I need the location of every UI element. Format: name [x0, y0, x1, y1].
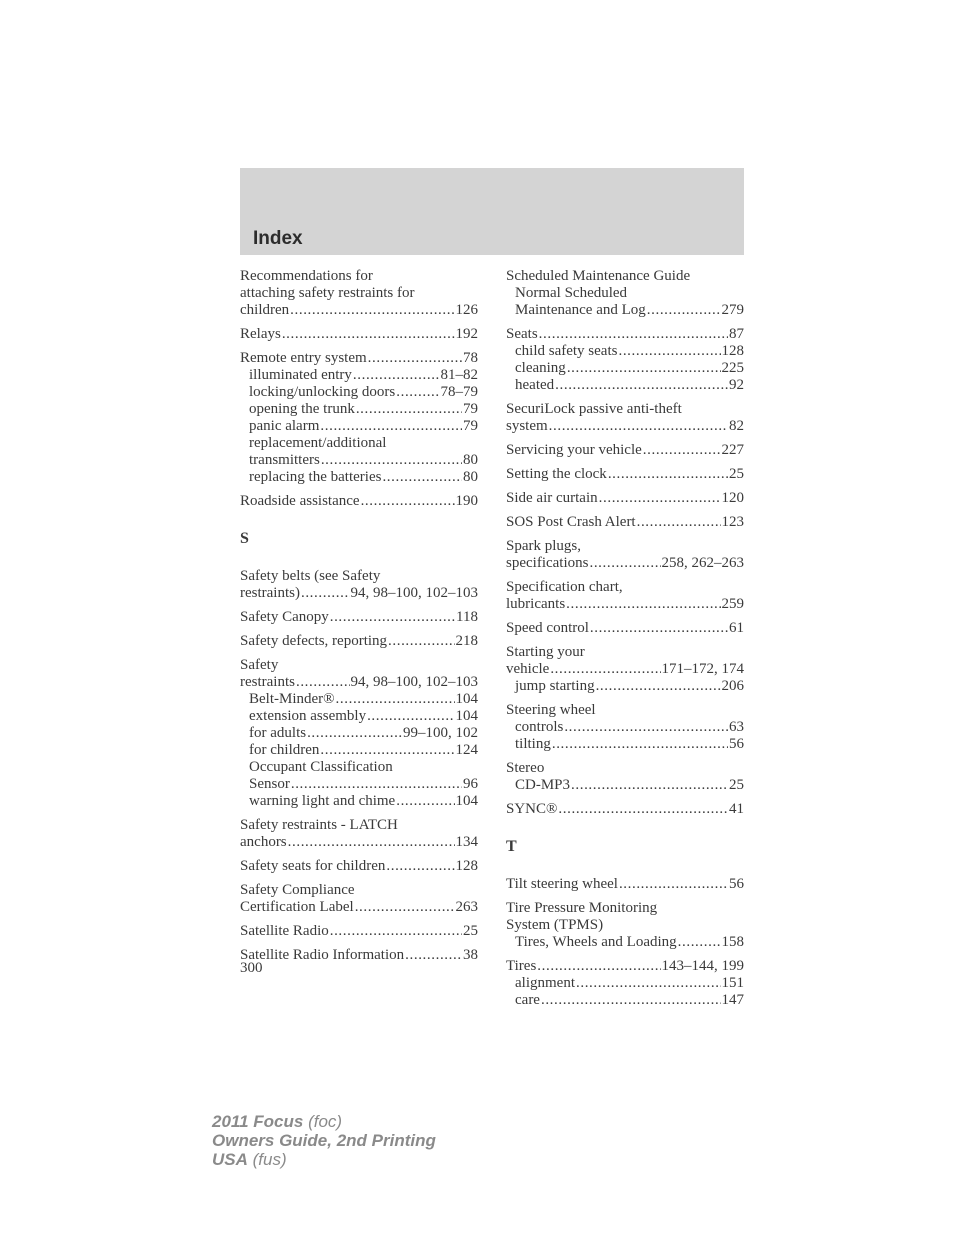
page-title: Index	[253, 228, 303, 249]
dot-leader	[637, 514, 721, 531]
entry-term: Safety	[240, 657, 279, 673]
index-entry-line	[506, 466, 744, 483]
index-entry-line	[240, 302, 478, 319]
footer-line-2	[212, 1131, 436, 1150]
index-entry-line	[506, 958, 744, 975]
index-subentry-line	[506, 736, 744, 753]
dot-leader	[296, 674, 350, 691]
index-entry	[240, 817, 478, 851]
page-reference: 258, 262–263	[661, 555, 744, 571]
entry-term: Sensor	[249, 776, 290, 792]
page-reference: 94, 98–100, 102–103	[350, 674, 478, 690]
entry-term: anchors	[240, 834, 287, 850]
dot-leader	[405, 947, 462, 964]
dot-leader	[619, 876, 728, 893]
index-entry-line	[240, 899, 478, 916]
index-entry	[240, 350, 478, 486]
index-entry-line	[240, 326, 478, 343]
page-reference: 104	[455, 793, 478, 809]
index-entry-line	[506, 538, 744, 555]
entry-term: Side air curtain	[506, 490, 598, 506]
page-reference: 227	[721, 442, 744, 458]
footer-market-code: (fus)	[252, 1150, 287, 1169]
index-column-left	[240, 268, 478, 971]
page-reference: 218	[455, 633, 478, 649]
dot-leader	[353, 367, 440, 384]
page-reference: 25	[463, 923, 478, 939]
entry-term: Safety Compliance	[240, 882, 355, 898]
index-subentry-line	[240, 401, 478, 418]
dot-leader	[558, 801, 728, 818]
index-entry	[506, 801, 744, 818]
dot-leader	[596, 678, 721, 695]
index-entry-line	[240, 923, 478, 940]
entry-term: for adults	[249, 725, 307, 741]
page-reference: 104	[455, 691, 478, 707]
page-reference: 279	[721, 302, 744, 318]
index-subentry-line	[240, 742, 478, 759]
index-entry-line	[240, 633, 478, 650]
entry-term: Certification Label	[240, 899, 354, 915]
index-entry	[506, 326, 744, 394]
section-letter: S	[240, 530, 249, 547]
index-entry	[506, 900, 744, 951]
index-entry-line	[240, 817, 478, 834]
index-entry	[240, 268, 478, 319]
entry-term: restraints)	[240, 585, 300, 601]
index-entry-line	[240, 493, 478, 510]
dot-leader	[355, 899, 455, 916]
entry-term: Safety belts (see Safety	[240, 568, 381, 584]
index-entry	[506, 958, 744, 1009]
index-entry-line	[506, 702, 744, 719]
page-reference: 38	[463, 947, 478, 963]
page-reference: 96	[463, 776, 478, 792]
index-subentry-line	[240, 469, 478, 486]
page-reference: 128	[455, 858, 478, 874]
index-entry	[506, 466, 744, 483]
page-reference: 92	[729, 377, 744, 393]
index-entry	[240, 633, 478, 650]
index-entry-line	[240, 858, 478, 875]
index-subentry-line	[240, 793, 478, 810]
dot-leader	[330, 609, 455, 626]
dot-leader	[552, 736, 728, 753]
entry-term: attaching safety restraints for	[240, 285, 415, 301]
entry-term: Scheduled Maintenance Guide	[506, 268, 691, 284]
entry-term: Tires	[506, 958, 537, 974]
dot-leader	[290, 302, 454, 319]
entry-term: Speed control	[506, 620, 589, 636]
page-reference: 118	[456, 609, 478, 625]
dot-leader	[647, 302, 721, 319]
entry-term: panic alarm	[249, 418, 320, 434]
index-entry-line	[506, 514, 744, 531]
index-entry	[240, 923, 478, 940]
page-reference: 25	[729, 777, 744, 793]
index-entry	[506, 490, 744, 507]
index-entry	[506, 401, 744, 435]
index-entry	[240, 568, 478, 602]
entry-term: warning light and chime	[249, 793, 396, 809]
index-subentry-line	[506, 992, 744, 1009]
index-entry	[506, 644, 744, 695]
footer-edition: Owners Guide, 2nd Printing	[212, 1131, 436, 1150]
entry-term: Tires, Wheels and Loading	[515, 934, 677, 950]
page-reference: 192	[455, 326, 478, 342]
index-subentry-line	[506, 678, 744, 695]
page-reference: 259	[721, 596, 744, 612]
index-entry	[506, 268, 744, 319]
index-entry-line	[506, 418, 744, 435]
entry-term: controls	[515, 719, 564, 735]
page-reference: 123	[721, 514, 744, 530]
index-entry-line	[506, 801, 744, 818]
page-reference: 80	[463, 452, 478, 468]
page-reference: 78	[463, 350, 478, 366]
dot-leader	[336, 691, 455, 708]
page-reference: 171–172, 174	[661, 661, 744, 677]
dot-leader	[571, 777, 728, 794]
index-entry-line	[506, 555, 744, 572]
index-entry	[240, 609, 478, 626]
page-reference: 225	[721, 360, 744, 376]
page-reference: 56	[729, 876, 744, 892]
index-entry-line	[506, 326, 744, 343]
index-entry	[506, 620, 744, 637]
entry-term: child safety seats	[515, 343, 618, 359]
index-entry	[506, 514, 744, 531]
footer-model: 2011 Focus	[212, 1112, 304, 1131]
index-subentry-line	[240, 384, 478, 401]
page-reference: 99–100, 102	[403, 725, 478, 741]
entry-term: Seats	[506, 326, 538, 342]
entry-term: Tilt steering wheel	[506, 876, 618, 892]
entry-term: Roadside assistance	[240, 493, 360, 509]
dot-leader	[382, 469, 462, 486]
entry-term: Specification chart,	[506, 579, 623, 595]
entry-term: restraints	[240, 674, 295, 690]
dot-leader	[291, 776, 462, 793]
index-subentry-line	[240, 418, 478, 435]
index-column-right	[506, 268, 744, 1016]
page-number: 300	[240, 960, 263, 976]
entry-term: for children	[249, 742, 320, 758]
entry-term: care	[515, 992, 540, 1008]
dot-leader	[678, 934, 721, 951]
footer-line-1	[212, 1112, 436, 1131]
dot-leader	[320, 418, 462, 435]
dot-leader	[321, 452, 462, 469]
page-reference: 190	[455, 493, 478, 509]
page-reference: 81–82	[440, 367, 478, 383]
dot-leader	[301, 585, 350, 602]
entry-term: Occupant Classification	[249, 759, 393, 775]
dot-leader	[555, 377, 728, 394]
index-subentry-line	[240, 691, 478, 708]
index-entry-line	[506, 579, 744, 596]
footer-model-code: (foc)	[308, 1112, 343, 1131]
index-subentry-line	[506, 934, 744, 951]
dot-leader	[608, 466, 728, 483]
dot-leader	[320, 742, 454, 759]
dot-leader	[330, 923, 462, 940]
dot-leader	[618, 343, 720, 360]
page-reference: 104	[455, 708, 478, 724]
entry-term: replacement/additional	[249, 435, 387, 451]
entry-term: transmitters	[249, 452, 320, 468]
entry-term: Normal Scheduled	[515, 285, 628, 301]
entry-term: cleaning	[515, 360, 566, 376]
index-entry-line	[506, 442, 744, 459]
dot-leader	[386, 858, 454, 875]
index-entry-line	[506, 401, 744, 418]
dot-leader	[537, 958, 660, 975]
entry-term: locking/unlocking doors	[249, 384, 396, 400]
entry-term: specifications	[506, 555, 589, 571]
page-reference: 25	[729, 466, 744, 482]
entry-term: Satellite Radio	[240, 923, 329, 939]
index-entry-line	[240, 268, 478, 285]
entry-term: Maintenance and Log	[515, 302, 646, 318]
index-entry	[506, 579, 744, 613]
entry-term: Spark plugs,	[506, 538, 581, 554]
index-header-band	[240, 168, 744, 255]
entry-term: alignment	[515, 975, 575, 991]
index-entry	[506, 442, 744, 459]
dot-leader	[564, 719, 728, 736]
entry-term: Recommendations for	[240, 268, 373, 284]
entry-term: Remote entry system	[240, 350, 367, 366]
entry-term: Safety seats for children	[240, 858, 386, 874]
entry-term: children	[240, 302, 290, 318]
page-reference: 134	[455, 834, 478, 850]
dot-leader	[367, 708, 454, 725]
page-reference: 82	[729, 418, 744, 434]
dot-leader	[590, 620, 728, 637]
index-entry-line	[240, 947, 478, 964]
dot-leader	[356, 401, 462, 418]
index-entry-line	[506, 268, 744, 285]
page-reference: 151	[721, 975, 744, 991]
dot-leader	[396, 793, 454, 810]
page-reference: 206	[721, 678, 744, 694]
page-reference: 41	[729, 801, 744, 817]
index-entry-line	[240, 609, 478, 626]
entry-term: Tire Pressure Monitoring	[506, 900, 658, 916]
page-reference: 56	[729, 736, 744, 752]
entry-term: Belt-Minder®	[249, 691, 335, 707]
index-subentry-line	[506, 285, 744, 302]
page-reference: 78–79	[440, 384, 478, 400]
index-entry-line	[506, 644, 744, 661]
footer	[212, 1112, 436, 1169]
index-subentry-line	[506, 302, 744, 319]
index-entry	[506, 876, 744, 893]
index-entry-line	[240, 568, 478, 585]
dot-leader	[288, 834, 455, 851]
page-reference: 61	[729, 620, 744, 636]
footer-market: USA	[212, 1150, 248, 1169]
index-entry-line	[506, 876, 744, 893]
entry-term: SOS Post Crash Alert	[506, 514, 636, 530]
dot-leader	[576, 975, 721, 992]
page-reference: 128	[721, 343, 744, 359]
dot-leader	[396, 384, 439, 401]
entry-term: opening the trunk	[249, 401, 355, 417]
dot-leader	[282, 326, 455, 343]
entry-term: lubricants	[506, 596, 566, 612]
dot-leader	[566, 596, 720, 613]
entry-term: SYNC®	[506, 801, 558, 817]
page-reference: 147	[721, 992, 744, 1008]
index-subentry-line	[240, 367, 478, 384]
entry-term: Safety restraints - LATCH	[240, 817, 398, 833]
entry-term: illuminated entry	[249, 367, 352, 383]
dot-leader	[541, 992, 721, 1009]
dot-leader	[368, 350, 462, 367]
index-subentry-line	[240, 452, 478, 469]
entry-term: Safety Canopy	[240, 609, 329, 625]
dot-leader	[388, 633, 454, 650]
page-reference: 120	[721, 490, 744, 506]
index-entry-line	[240, 657, 478, 674]
section-letter: T	[506, 838, 517, 855]
dot-leader	[643, 442, 721, 459]
entry-term: Setting the clock	[506, 466, 607, 482]
dot-leader	[549, 418, 728, 435]
page-reference: 263	[455, 899, 478, 915]
index-entry	[240, 326, 478, 343]
entry-term: system	[506, 418, 548, 434]
index-subentry-line	[240, 708, 478, 725]
index-entry-line	[240, 285, 478, 302]
dot-leader	[539, 326, 728, 343]
index-entry	[240, 882, 478, 916]
footer-line-3	[212, 1150, 436, 1169]
page-reference: 158	[721, 934, 744, 950]
entry-term: CD-MP3	[515, 777, 571, 793]
entry-term: jump starting	[515, 678, 595, 694]
index-entry	[240, 858, 478, 875]
dot-leader	[589, 555, 660, 572]
dot-leader	[567, 360, 721, 377]
entry-term: System (TPMS)	[506, 917, 604, 933]
index-subentry-line	[240, 435, 478, 452]
index-entry-line	[506, 620, 744, 637]
entry-term: Starting your	[506, 644, 585, 660]
index-entry-line	[240, 585, 478, 602]
index-subentry-line	[506, 360, 744, 377]
index-entry	[506, 702, 744, 753]
entry-term: heated	[515, 377, 555, 393]
index-entry-line	[240, 674, 478, 691]
index-entry-line	[240, 834, 478, 851]
index-entry	[506, 538, 744, 572]
dot-leader	[550, 661, 660, 678]
index-entry-line	[240, 350, 478, 367]
page-reference: 143–144, 199	[661, 958, 744, 974]
entry-term: vehicle	[506, 661, 550, 677]
index-entry-line	[506, 596, 744, 613]
index-subentry-line	[240, 725, 478, 742]
index-entry	[240, 947, 478, 964]
page-reference: 79	[463, 401, 478, 417]
index-entry	[506, 760, 744, 794]
index-subentry-line	[506, 343, 744, 360]
page-reference: 80	[463, 469, 478, 485]
entry-term: Safety defects, reporting	[240, 633, 388, 649]
index-entry	[240, 493, 478, 510]
entry-term: tilting	[515, 736, 551, 752]
index-entry-line	[506, 760, 744, 777]
index-entry-line	[506, 900, 744, 917]
entry-term: Steering wheel	[506, 702, 596, 718]
index-entry	[240, 657, 478, 810]
index-entry-line	[506, 661, 744, 678]
dot-leader	[599, 490, 721, 507]
dot-leader	[307, 725, 402, 742]
index-subentry-line	[240, 776, 478, 793]
index-subentry-line	[506, 975, 744, 992]
entry-term: Stereo	[506, 760, 545, 776]
index-entry-line	[506, 917, 744, 934]
page-reference: 87	[729, 326, 744, 342]
entry-term: Satellite Radio Information	[240, 947, 405, 963]
index-subentry-line	[506, 377, 744, 394]
index-subentry-line	[506, 777, 744, 794]
page-reference: 124	[455, 742, 478, 758]
index-entry-line	[240, 882, 478, 899]
index-entry-line	[506, 490, 744, 507]
entry-term: SecuriLock passive anti-theft	[506, 401, 682, 417]
entry-term: replacing the batteries	[249, 469, 382, 485]
page-reference: 79	[463, 418, 478, 434]
page-reference: 94, 98–100, 102–103	[350, 585, 478, 601]
index-subentry-line	[506, 719, 744, 736]
entry-term: Servicing your vehicle	[506, 442, 642, 458]
entry-term: extension assembly	[249, 708, 367, 724]
dot-leader	[361, 493, 455, 510]
page-reference: 63	[729, 719, 744, 735]
page-reference: 126	[455, 302, 478, 318]
entry-term: Relays	[240, 326, 281, 342]
index-subentry-line	[240, 759, 478, 776]
